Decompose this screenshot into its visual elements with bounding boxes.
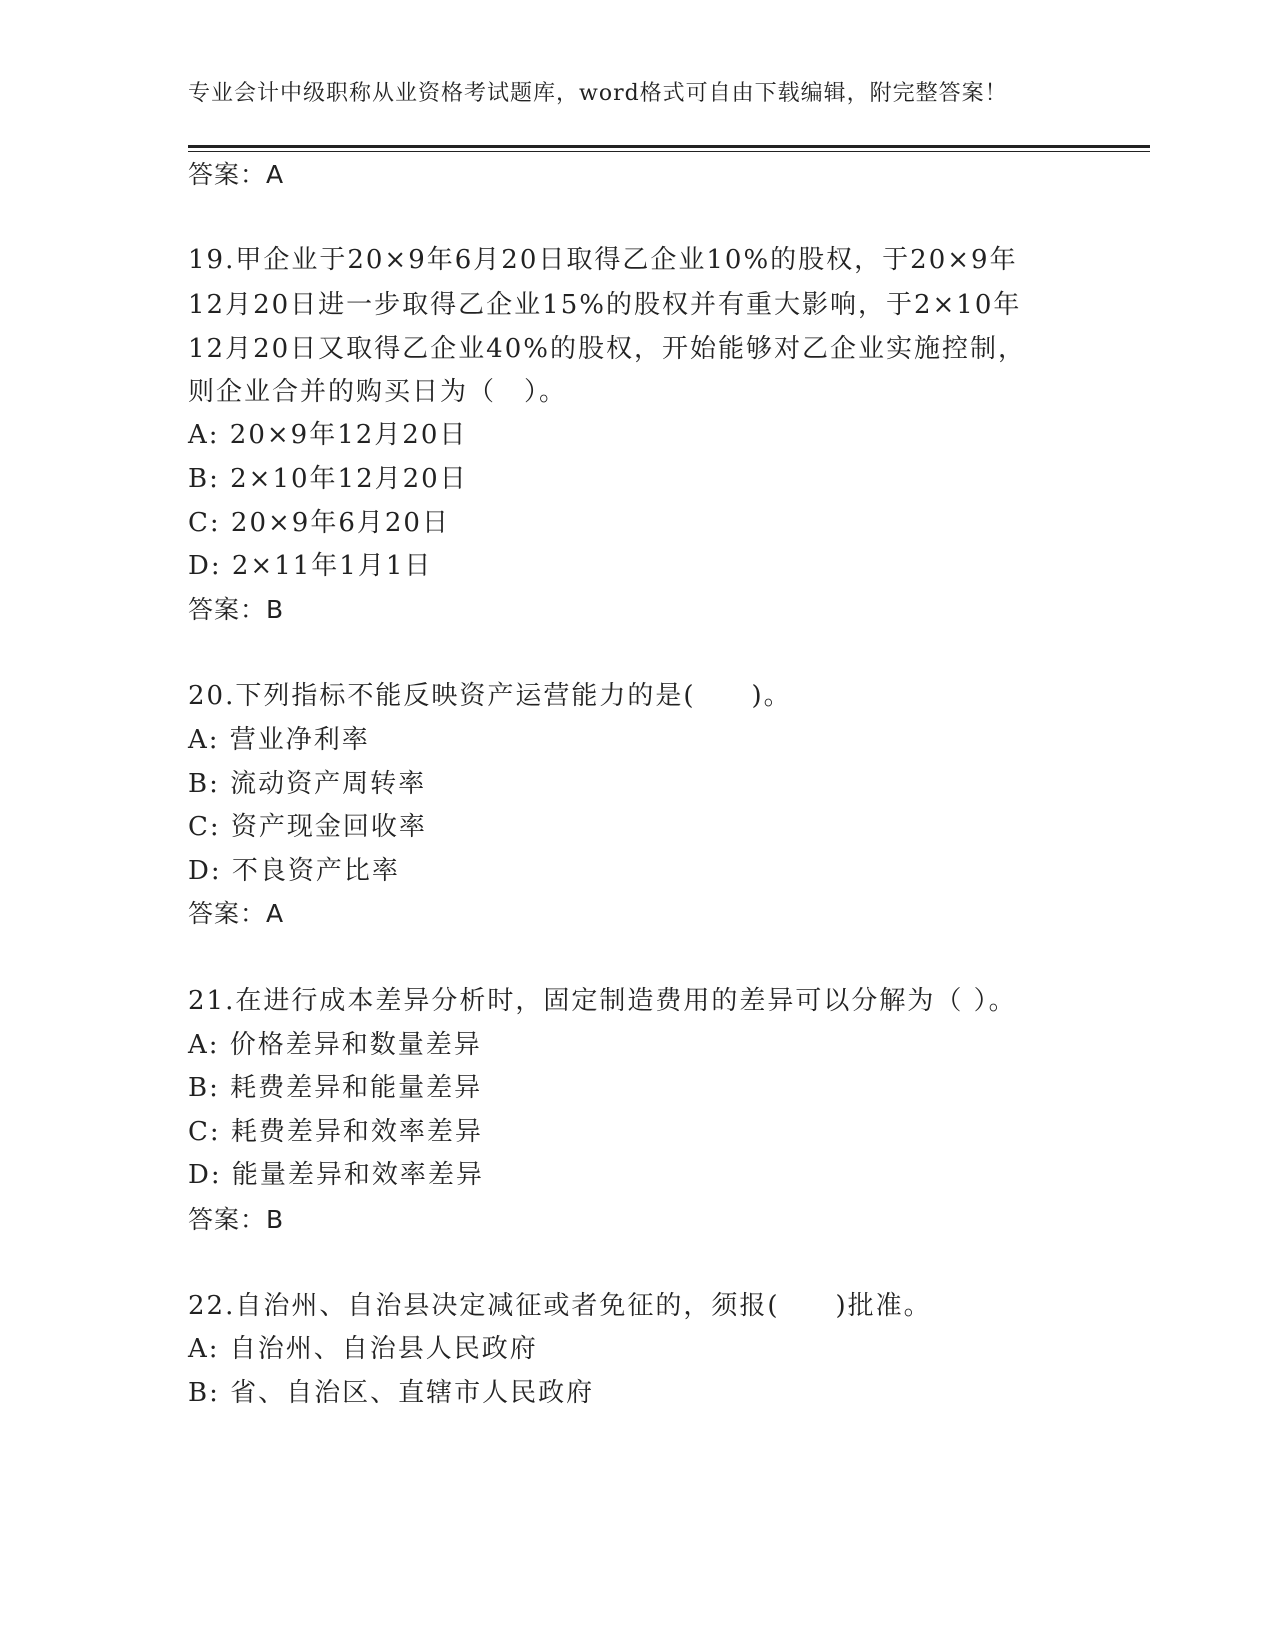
option-line: D: 能量差异和效率差异 — [188, 1160, 484, 1190]
header-divider-thin — [188, 151, 1150, 152]
answer-line: 答案：A — [188, 160, 285, 189]
option-line: A: 20×9年12月20日 — [188, 420, 468, 450]
option-line: C: 耗费差异和效率差异 — [188, 1117, 483, 1147]
question-stem-line: 21.在进行成本差异分析时，固定制造费用的差异可以分解为（ ）。 — [188, 986, 1017, 1016]
option-line: D: 不良资产比率 — [188, 856, 400, 886]
question-stem-line: 22.自治州、自治县决定减征或者免征的，须报( )批准。 — [188, 1291, 932, 1321]
option-line: D: 2×11年1月1日 — [188, 551, 433, 581]
question-stem-line: 20.下列指标不能反映资产运营能力的是( )。 — [188, 681, 792, 711]
answer-line: 答案：B — [188, 1205, 285, 1234]
answer-line: 答案：A — [188, 899, 285, 928]
option-line: A: 价格差异和数量差异 — [188, 1030, 482, 1060]
option-line: C: 资产现金回收率 — [188, 812, 427, 842]
option-line: B: 流动资产周转率 — [188, 769, 427, 799]
page-header: 专业会计中级职称从业资格考试题库，word格式可自由下载编辑，附完整答案！ — [188, 81, 1008, 106]
option-line: B: 省、自治区、直辖市人民政府 — [188, 1378, 595, 1408]
question-stem-line: 则企业合并的购买日为（ ）。 — [188, 377, 568, 407]
header-divider — [188, 145, 1150, 148]
option-line: A: 自治州、自治县人民政府 — [188, 1334, 538, 1364]
option-line: A: 营业净利率 — [188, 725, 370, 755]
question-stem-line: 12月20日又取得乙企业40%的股权，开始能够对乙企业实施控制， — [188, 334, 1026, 364]
question-stem-line: 19.甲企业于20×9年6月20日取得乙企业10%的股权，于20×9年 — [188, 245, 1018, 275]
option-line: B: 2×10年12月20日 — [188, 464, 468, 494]
option-line: B: 耗费差异和能量差异 — [188, 1073, 483, 1103]
option-line: C: 20×9年6月20日 — [188, 508, 450, 538]
answer-line: 答案：B — [188, 595, 285, 624]
question-stem-line: 12月20日进一步取得乙企业15%的股权并有重大影响，于2×10年 — [188, 290, 1022, 320]
